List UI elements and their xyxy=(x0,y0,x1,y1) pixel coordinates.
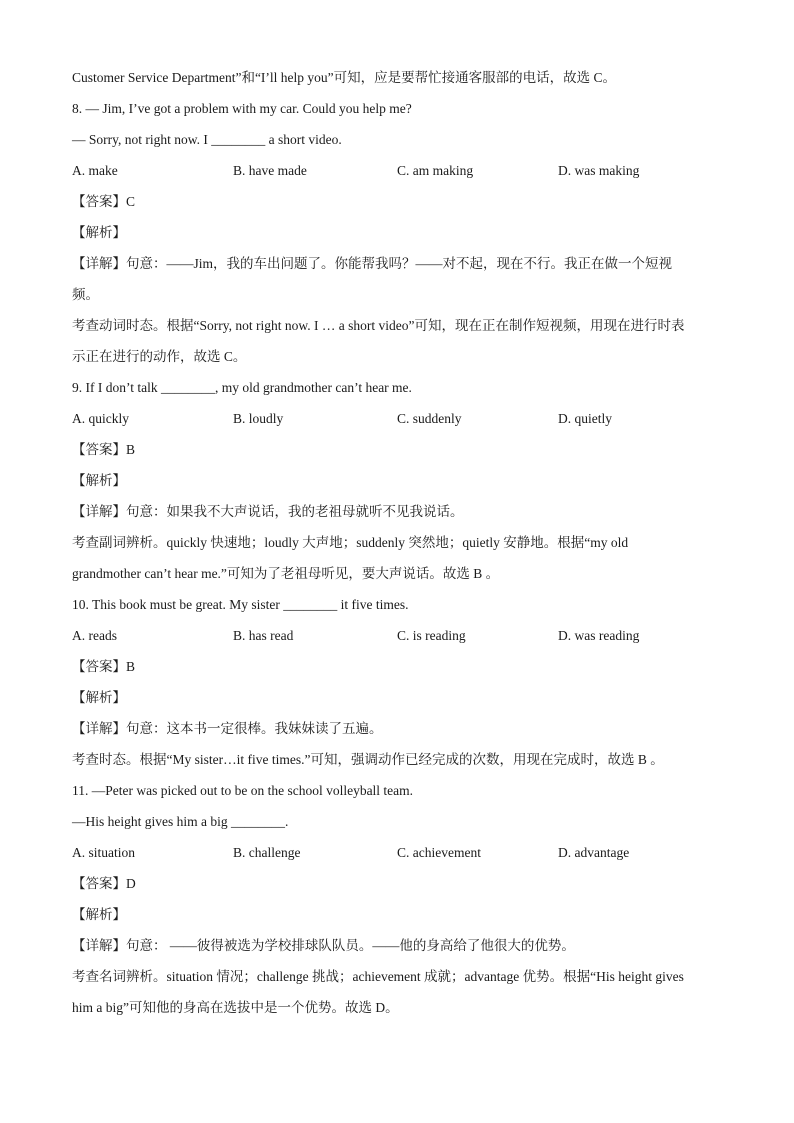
answer-options xyxy=(72,403,722,434)
option-b: B. loudly xyxy=(233,411,284,426)
option-a: A. reads xyxy=(72,628,117,643)
explanation-line: him a big”可知他的身高在选拔中是一个优势。故选 D。 xyxy=(72,1000,399,1015)
analysis-label: 【解析】 xyxy=(72,225,126,240)
answer-line: 【答案】B xyxy=(72,659,136,674)
detail-line: 频。 xyxy=(72,287,99,302)
answer-line: 【答案】D xyxy=(72,876,136,891)
question-block xyxy=(72,372,722,589)
option-d: D. was making xyxy=(558,163,640,178)
question-stem: — Sorry, not right now. I ________ a short video. xyxy=(72,132,342,147)
answer-line: 【答案】C xyxy=(72,194,136,209)
option-a: A. quickly xyxy=(72,411,129,426)
analysis-label: 【解析】 xyxy=(72,907,126,922)
answer-options xyxy=(72,837,722,868)
option-b: B. has read xyxy=(233,628,294,643)
explanation-line: 示正在进行的动作，故选 C。 xyxy=(72,349,247,364)
explanation-line: grandmother can’t hear me.”可知为了老祖母听见，要大声说话。故选 B 。 xyxy=(72,566,500,581)
question-list xyxy=(72,93,722,1023)
detail-line: 【详解】句意： ——彼得被选为学校排球队队员。——他的身高给了他很大的优势。 xyxy=(72,938,575,953)
option-c: C. am making xyxy=(397,163,474,178)
explanation-line: 考查时态。根据“My sister…it five times.”可知，强调动作已经完成的次数，用现在完成时，故选 B 。 xyxy=(72,752,664,767)
answer-line: 【答案】B xyxy=(72,442,136,457)
option-d: D. was reading xyxy=(558,628,640,643)
explanation-line: 考查动词时态。根据“Sorry, not right now. I … a short video”可知，现在正在制作短视频，用现在进行时表 xyxy=(72,318,685,333)
option-d: D. advantage xyxy=(558,845,630,860)
document-page xyxy=(72,62,722,1023)
answer-options xyxy=(72,155,722,186)
option-d: D. quietly xyxy=(558,411,612,426)
option-a: A. situation xyxy=(72,845,135,860)
analysis-label: 【解析】 xyxy=(72,473,126,488)
detail-line: 【详解】句意：——Jim，我的车出问题了。你能帮我吗？——对不起，现在不行。我正在做一个短视 xyxy=(72,256,673,271)
question-stem: 10. This book must be great. My sister ________ it five times. xyxy=(72,597,409,612)
option-b: B. have made xyxy=(233,163,307,178)
option-b: B. challenge xyxy=(233,845,301,860)
explanation-line: 考查副词辨析。quickly 快速地；loudly 大声地；suddenly 突然地；quietly 安静地。根据“my old xyxy=(72,535,629,550)
question-block xyxy=(72,589,722,775)
option-c: C. suddenly xyxy=(397,411,462,426)
detail-line: 【详解】句意：这本书一定很棒。我妹妹读了五遍。 xyxy=(72,721,383,736)
question-stem: 8. — Jim, I’ve got a problem with my car. Could you help me? xyxy=(72,101,412,116)
answer-options xyxy=(72,620,722,651)
intro-line: Customer Service Department”和“I’ll help you”可知，应是要帮忙接通客服部的电话，故选 C。 xyxy=(72,70,617,85)
question-stem: 11. —Peter was picked out to be on the school volleyball team. xyxy=(72,783,414,798)
option-a: A. make xyxy=(72,163,118,178)
question-stem: 9. If I don’t talk ________, my old grandmother can’t hear me. xyxy=(72,380,412,395)
option-c: C. achievement xyxy=(397,845,481,860)
question-block xyxy=(72,775,722,1023)
detail-line: 【详解】句意：如果我不大声说话，我的老祖母就听不见我说话。 xyxy=(72,504,464,519)
question-stem: —His height gives him a big ________. xyxy=(72,814,289,829)
option-c: C. is reading xyxy=(397,628,466,643)
analysis-label: 【解析】 xyxy=(72,690,126,705)
question-block xyxy=(72,93,722,372)
explanation-line: 考查名词辨析。situation 情况；challenge 挑战；achievement 成就；advantage 优势。根据“His height gives xyxy=(72,969,684,984)
